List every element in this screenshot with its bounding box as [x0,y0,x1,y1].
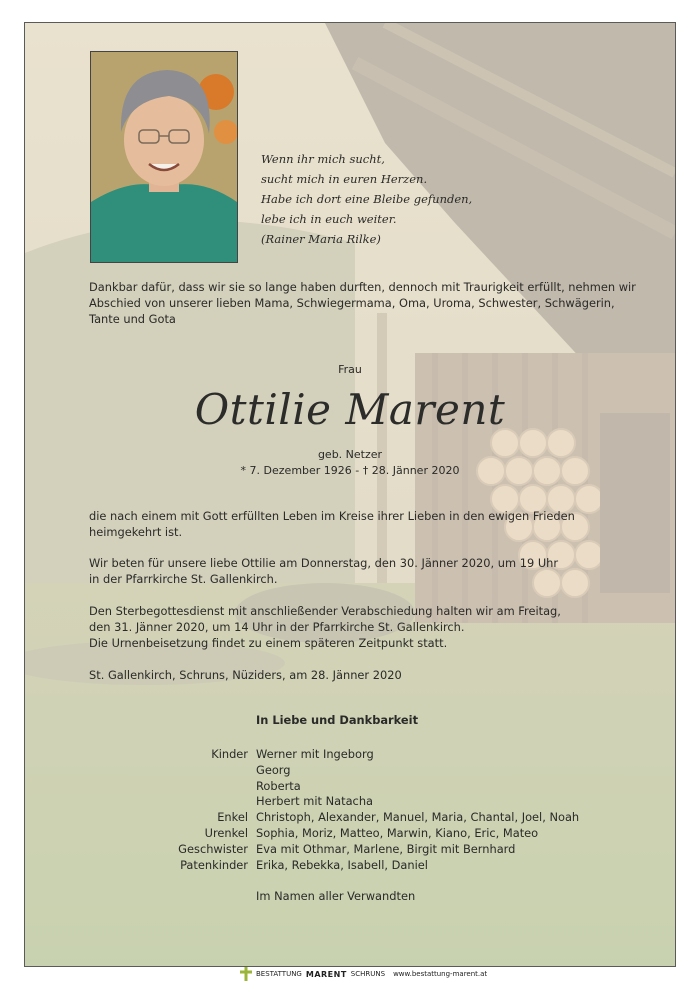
footer-brand: MARENT [305,969,347,979]
family-value: Eva mit Othmar, Marlene, Birgit mit Bernhard [256,841,516,856]
family-row [25,763,675,779]
family-label: Patenkinder [180,857,248,872]
paragraph-funeral [89,603,649,651]
family-row [25,779,675,795]
quote-line: Habe ich dort eine Bleibe gefunden, [261,192,473,206]
life-dates: * 7. Dezember 1926 - † 28. Jänner 2020 [240,464,460,477]
family-value: Sophia, Moriz, Matteo, Marwin, Kiano, Eric, Mateo [256,825,539,840]
rilke-quote [261,149,472,249]
family-label: Kinder [211,747,248,761]
family-value: Georg [256,762,291,777]
footer-prefix: BESTATTUNG [256,970,302,978]
family-value: Erika, Rebekka, Isabell, Daniel [256,857,428,872]
family-row [25,747,675,763]
quote-line: Wenn ihr mich sucht, [261,152,385,166]
closing-line: Im Namen aller Verwandten [256,889,416,903]
intro-line: Tante und Gota [89,312,176,326]
deceased-name: Ottilie Marent [194,385,506,434]
family-value: Christoph, Alexander, Manuel, Maria, Chantal, Joel, Noah [256,810,580,825]
funeral-home-logo-icon [240,967,252,981]
family-list [25,747,675,873]
paragraph-line: den 31. Jänner 2020, um 14 Uhr in der Pfarrkirche St. Gallenkirch. [89,620,465,634]
paragraph-peace [89,508,649,540]
intro-line: Abschied von unserer lieben Mama, Schwiegermama, Oma, Uroma, Schwester, Schwägerin, [89,296,615,310]
family-label: Urenkel [204,825,248,840]
birth-name: geb. Netzer [317,448,383,461]
paragraph-line: Den Sterbegottesdienst mit anschließender Verabschiedung halten wir am Freitag, [89,604,561,618]
family-label: Geschwister [178,841,248,856]
intro-line: Dankbar dafür, dass wir sie so lange haben durften, dennoch mit Traurigkeit erfüllt, nehmen wir [89,280,636,294]
footer-url[interactable]: www.bestattung-marent.at [393,970,488,978]
paragraph-line: Die Urnenbeisetzung findet zu einem späteren Zeitpunkt statt. [89,636,448,650]
quote-line: sucht mich in euren Herzen. [261,172,428,186]
quote-line: lebe ich in euch weiter. [261,212,397,226]
family-heading: In Liebe und Dankbarkeit [256,713,419,727]
family-value: Werner mit Ingeborg [256,747,374,761]
intro-paragraph [89,279,649,327]
family-row [25,858,675,874]
place-date [89,667,649,683]
paragraph-line: Wir beten für unsere liebe Ottilie am Donnerstag, den 30. Jänner 2020, um 19 Uhr [89,556,559,570]
paragraph-line: in der Pfarrkirche St. Gallenkirch. [89,572,278,586]
place-date-text: St. Gallenkirch, Schruns, Nüziders, am 28. Jänner 2020 [89,668,402,682]
portrait-photo [90,51,238,263]
family-label: Enkel [217,810,248,825]
family-value: Roberta [256,778,301,793]
footer-town: SCHRUNS [350,970,386,978]
family-row [25,810,675,826]
footer [0,965,700,988]
family-value: Herbert mit Natacha [256,794,374,809]
paragraph-line: die nach einem mit Gott erfüllten Leben im Kreise ihrer Lieben in den ewigen Frieden [89,509,575,523]
obituary-card [24,22,676,967]
salutation: Frau [338,363,362,376]
paragraph-line: heimgekehrt ist. [89,525,183,539]
quote-author: (Rainer Maria Rilke) [261,232,381,246]
family-row [25,826,675,842]
family-row [25,794,675,810]
family-row [25,842,675,858]
paragraph-prayer [89,555,649,587]
